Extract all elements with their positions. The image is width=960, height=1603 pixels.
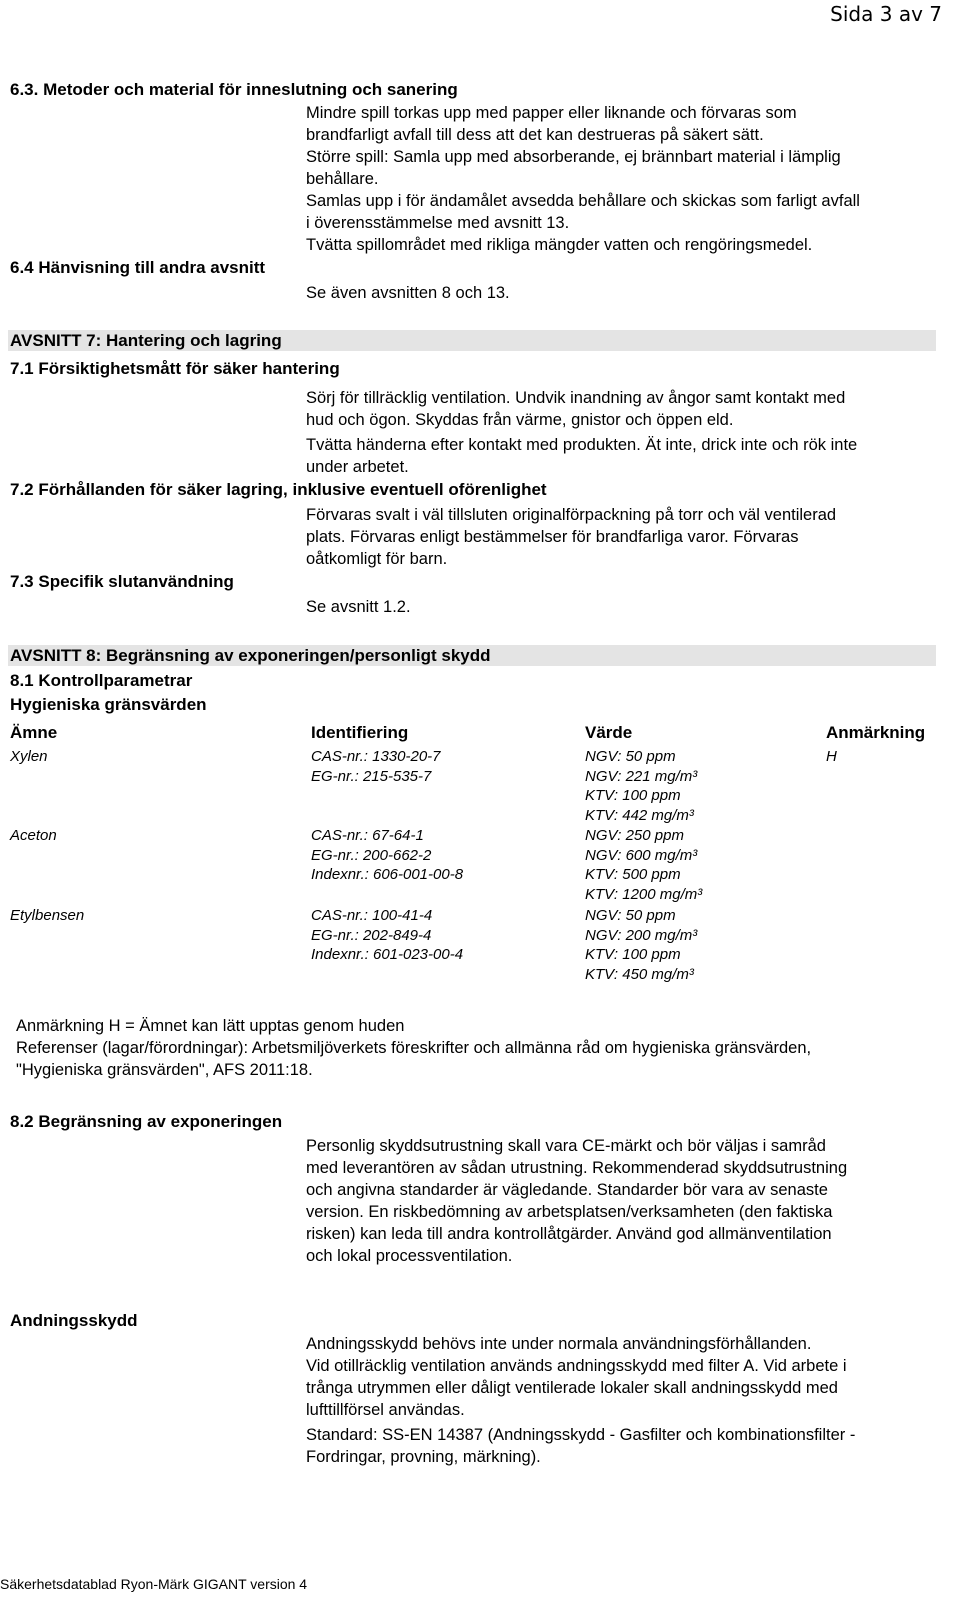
cell-line: NGV: 50 ppm xyxy=(585,907,676,924)
text-line: Sörj för tillräcklig ventilation. Undvik inandning av ångor samt kontakt med xyxy=(306,389,846,407)
table-notes xyxy=(16,1015,811,1081)
paragraph-8-2 xyxy=(306,1135,847,1267)
table-cell-value xyxy=(585,906,697,984)
table-header-substance: Ämne xyxy=(10,723,58,742)
section-8-title: AVSNITT 8: Begränsning av exponeringen/personligt skydd xyxy=(10,646,491,665)
section-7-title: AVSNITT 7: Hantering och lagring xyxy=(10,331,282,350)
paragraph-respiratory xyxy=(306,1333,855,1468)
cell-line: CAS-nr.: 100-41-4 xyxy=(311,907,433,924)
text-line: Mindre spill torkas upp med papper eller liknande och förvaras som xyxy=(306,104,797,122)
text-line: behållare. xyxy=(306,170,379,188)
text-line: Personlig skyddsutrustning skall vara CE-märkt och bör väljas i samråd xyxy=(306,1137,826,1155)
table-cell-identification xyxy=(311,747,441,786)
cell-line: NGV: 50 ppm xyxy=(585,748,676,765)
text-line: i överensstämmelse med avsnitt 13. xyxy=(306,214,570,232)
table-cell-value xyxy=(585,826,702,904)
paragraph-6-4: Se även avsnitten 8 och 13. xyxy=(306,284,510,302)
text-line: version. En riskbedömning av arbetsplatsen/verksamheten (den faktiska xyxy=(306,1203,833,1221)
text-line: brandfarligt avfall till dess att det kan destrueras på säkert sätt. xyxy=(306,126,764,144)
table-cell-identification xyxy=(311,906,463,965)
cell-line: Indexnr.: 606-001-00-8 xyxy=(311,866,464,883)
text-line: "Hygieniska gränsvärden", AFS 2011:18. xyxy=(16,1061,313,1079)
text-line: Tvätta spillområdet med rikliga mängder vatten och rengöringsmedel. xyxy=(306,236,813,254)
text-line: med leverantören av sådan utrustning. Rekommenderad skyddsutrustning xyxy=(306,1159,848,1177)
table-cell-substance: Etylbensen xyxy=(10,907,85,924)
text-line: under arbetet. xyxy=(306,458,409,476)
cell-line: KTV: 500 ppm xyxy=(585,866,681,883)
text-line: Samlas upp i för ändamålet avsedda behållare och skickas som farligt avfall xyxy=(306,192,860,210)
cell-line: KTV: 100 ppm xyxy=(585,787,681,804)
cell-line: CAS-nr.: 67-64-1 xyxy=(311,827,424,844)
text-line: Andningsskydd behövs inte under normala användningsförhållanden. xyxy=(306,1335,812,1353)
paragraph-6-3 xyxy=(306,102,860,256)
paragraph-7-1 xyxy=(306,387,857,478)
cell-line: KTV: 442 mg/m³ xyxy=(585,806,694,824)
cell-line: NGV: 221 mg/m³ xyxy=(585,767,698,785)
table-header-identification: Identifiering xyxy=(311,723,409,742)
table-header-value: Värde xyxy=(585,723,633,742)
table-header-remark: Anmärkning xyxy=(826,723,926,742)
table-cell-substance: Xylen xyxy=(10,748,48,765)
cell-line: CAS-nr.: 1330-20-7 xyxy=(311,748,441,765)
heading-8-1: 8.1 Kontrollparametrar xyxy=(10,671,193,690)
text-line: och lokal processventilation. xyxy=(306,1247,513,1265)
text-line: trånga utrymmen eller dåligt ventilerade lokaler skall andningsskydd med xyxy=(306,1379,838,1397)
text-line: Vid otillräcklig ventilation används andningsskydd med filter A. Vid arbete i xyxy=(306,1357,847,1375)
cell-line: EG-nr.: 202-849-4 xyxy=(311,926,432,944)
text-line: Fordringar, provning, märkning). xyxy=(306,1448,541,1466)
heading-respiratory: Andningsskydd xyxy=(10,1311,138,1330)
table-cell-value xyxy=(585,747,697,825)
page-number: Sida 3 av 7 xyxy=(830,2,942,26)
cell-line: EG-nr.: 200-662-2 xyxy=(311,846,432,864)
text-line: Anmärkning H = Ämnet kan lätt upptas genom huden xyxy=(16,1017,405,1035)
paragraph-7-3: Se avsnitt 1.2. xyxy=(306,598,411,616)
heading-hygiene-limits: Hygieniska gränsvärden xyxy=(10,695,207,714)
footer: Säkerhetsdatablad Ryon-Märk GIGANT version 4 xyxy=(0,1576,308,1592)
cell-line: KTV: 100 ppm xyxy=(585,946,681,963)
table-cell-substance: Aceton xyxy=(10,827,57,844)
section-7-bar xyxy=(8,330,936,351)
heading-7-2: 7.2 Förhållanden för säker lagring, inklusive eventuell oförenlighet xyxy=(10,480,547,499)
heading-6-3: 6.3. Metoder och material för inneslutning och sanering xyxy=(10,80,458,99)
heading-6-4: 6.4 Hänvisning till andra avsnitt xyxy=(10,258,266,277)
cell-line: KTV: 1200 mg/m³ xyxy=(585,885,703,903)
text-line: Större spill: Samla upp med absorberande, ej brännbart material i lämplig xyxy=(306,148,841,166)
heading-7-3: 7.3 Specifik slutanvändning xyxy=(10,572,234,591)
text-line: och angivna standarder är vägledande. Standarder bör vara av senaste xyxy=(306,1181,828,1199)
cell-line: Indexnr.: 601-023-00-4 xyxy=(311,946,464,963)
text-line: Tvätta händerna efter kontakt med produkten. Ät inte, drick inte och rök inte xyxy=(306,436,858,454)
text-line: hud och ögon. Skyddas från värme, gnistor och öppen eld. xyxy=(306,411,734,429)
text-line: Referenser (lagar/förordningar): Arbetsmiljöverkets föreskrifter och allmänna råd om hygieniska gränsvärden, xyxy=(16,1039,812,1057)
cell-line: NGV: 200 mg/m³ xyxy=(585,926,698,944)
heading-8-2: 8.2 Begränsning av exponeringen xyxy=(10,1112,283,1131)
cell-line: NGV: 600 mg/m³ xyxy=(585,846,698,864)
table-cell-remark: H xyxy=(826,748,837,765)
cell-line: EG-nr.: 215-535-7 xyxy=(311,767,432,785)
heading-7-1: 7.1 Försiktighetsmått för säker hantering xyxy=(10,359,340,378)
cell-line: KTV: 450 mg/m³ xyxy=(585,965,694,983)
table-cell-identification xyxy=(311,826,463,885)
text-line: Förvaras svalt i väl tillsluten originalförpackning på torr och väl ventilerad xyxy=(306,506,837,524)
cell-line: NGV: 250 ppm xyxy=(585,827,684,844)
text-line: oåtkomligt för barn. xyxy=(306,550,448,568)
text-line: lufttillförsel användas. xyxy=(306,1401,465,1419)
section-8-bar xyxy=(8,645,936,666)
text-line: Standard: SS-EN 14387 (Andningsskydd - Gasfilter och kombinationsfilter - xyxy=(306,1426,856,1444)
text-line: plats. Förvaras enligt bestämmelser för brandfarliga varor. Förvaras xyxy=(306,528,799,546)
text-line: risken) kan leda till andra kontrollåtgärder. Använd god allmänventilation xyxy=(306,1225,832,1243)
paragraph-7-2 xyxy=(306,504,836,570)
